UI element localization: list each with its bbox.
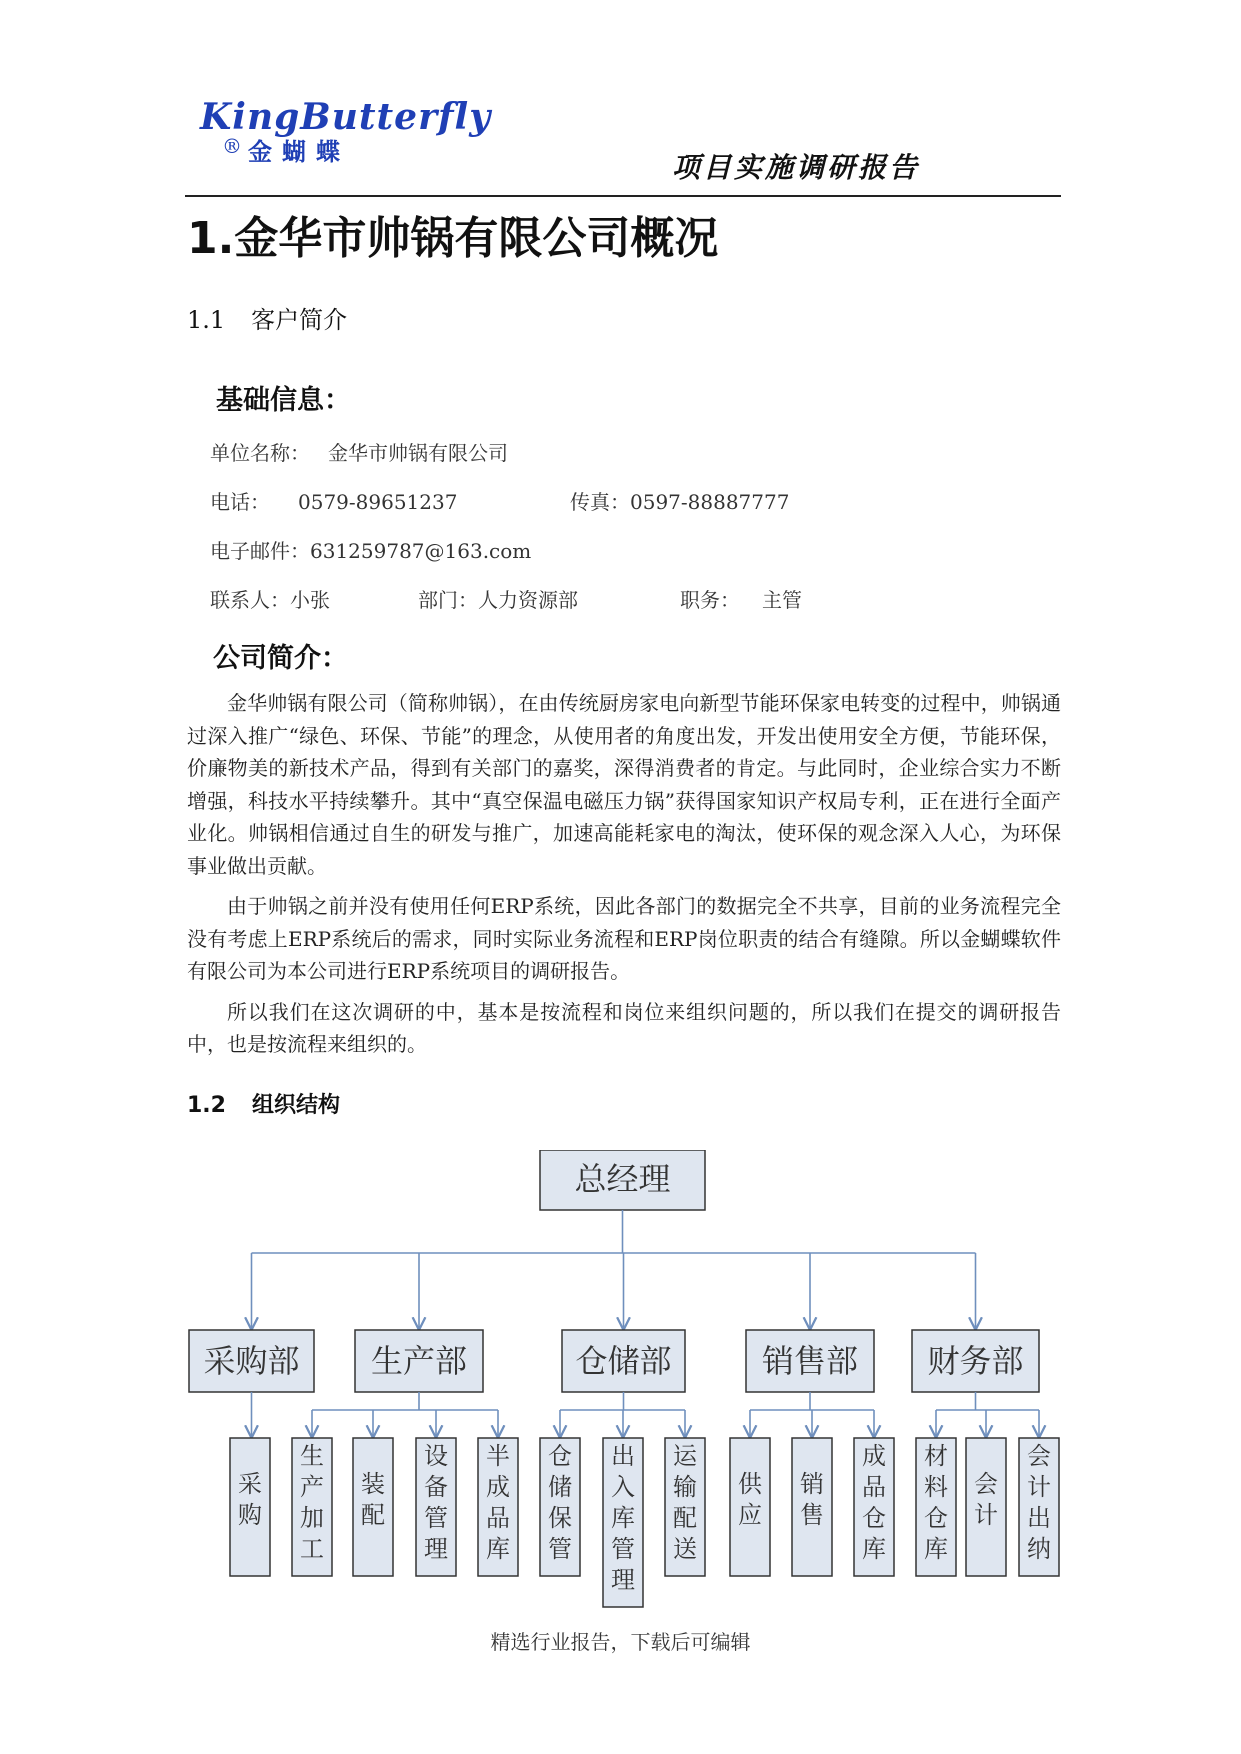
company-intro-heading: 公司简介： xyxy=(213,643,348,674)
unit-label: 纳 xyxy=(1027,1535,1051,1563)
department-label: 仓储部 xyxy=(575,1342,672,1380)
fax-row xyxy=(570,486,789,515)
root-label: 总经理 xyxy=(574,1160,671,1198)
phone-row xyxy=(210,486,457,515)
fax-value: 0597-88887777 xyxy=(630,490,790,514)
unit-label: 送 xyxy=(673,1535,697,1563)
unit-label: 品 xyxy=(862,1473,886,1501)
position-label: 职务： xyxy=(680,588,740,612)
contact-value: 小张 xyxy=(290,588,330,612)
email-label: 电子邮件： xyxy=(210,539,310,563)
page-title: 1.金华市帅锅有限公司概况 xyxy=(187,213,719,264)
department-label: 财务部 xyxy=(927,1342,1024,1380)
unit-label: 备 xyxy=(424,1473,448,1501)
unit-label: 成 xyxy=(486,1473,510,1501)
email-value: 631259787@163.com xyxy=(310,539,532,563)
department-row xyxy=(418,584,578,613)
intro-paragraph-3: 所以我们在这次调研的中，基本是按流程和岗位来组织问题的，所以我们在提交的调研报告中，也是按流程来组织的。 xyxy=(187,999,1061,1056)
unit-label: 管 xyxy=(548,1535,572,1563)
unit-label: 会 xyxy=(974,1470,998,1498)
unit-label: 保 xyxy=(548,1504,572,1532)
unit-label: 售 xyxy=(800,1501,824,1529)
unit-label: 出 xyxy=(611,1442,635,1470)
department-label: 销售部 xyxy=(761,1342,859,1380)
unit-label: 运 xyxy=(673,1442,697,1470)
unit-label: 出 xyxy=(1027,1504,1051,1532)
section-number: 1.1 xyxy=(187,306,226,334)
unit-label: 入 xyxy=(611,1473,635,1501)
phone-value: 0579-89651237 xyxy=(298,490,458,514)
unit-label: 料 xyxy=(924,1473,948,1501)
department-label: 生产部 xyxy=(370,1342,468,1380)
basic-info-heading: 基础信息： xyxy=(216,385,351,416)
org-chart xyxy=(185,1150,1065,1624)
unit-label: 管 xyxy=(611,1535,635,1563)
unit-label: 配 xyxy=(361,1501,385,1529)
unit-label: 会 xyxy=(1027,1442,1051,1470)
unit-label: 仓 xyxy=(548,1442,572,1470)
org-chart-diagram xyxy=(185,1150,1065,1620)
contact-label: 联系人： xyxy=(210,588,290,612)
position-value: 主管 xyxy=(762,588,802,612)
document-type-label: 项目实施调研报告 xyxy=(672,151,921,184)
unit-label: 理 xyxy=(611,1566,635,1594)
registered-mark: ® xyxy=(222,134,242,158)
unit-label: 产 xyxy=(300,1473,324,1501)
unit-label: 材 xyxy=(924,1442,948,1470)
section-heading-1-1 xyxy=(187,300,347,335)
section-heading-1-2 xyxy=(187,1088,340,1119)
intro-paragraph-1: 金华帅锅有限公司（简称帅锅），在由传统厨房家电向新型节能环保家电转变的过程中，帅锅通过深入推广“绿色、环保、节能”的理念，从使用者的角度出发，开发出使用安全方便，节能环保，价廉物美的新技术产品，得到有关部门的嘉奖，深得消费者的肯定。与此同时，企业综合实力不断增强，科技水平持续攀升。其中“真空保温电磁压力锅”获得国家知识产权局专利，正在进行全面产业化。帅锅相信通过自生的研发与推广，加速高能耗家电的淘汰，使环保的观念深入人心，为环保事业做出贡献。 xyxy=(187,691,1061,878)
department-label: 采购部 xyxy=(203,1342,300,1380)
section-number: 1.2 xyxy=(187,1093,226,1118)
unit-label: 半 xyxy=(486,1442,510,1470)
unit-label: 库 xyxy=(924,1535,948,1563)
unit-label: 计 xyxy=(974,1501,998,1529)
unit-label: 应 xyxy=(738,1501,762,1529)
unit-label: 供 xyxy=(738,1470,762,1498)
unit-label: 生 xyxy=(300,1442,324,1470)
unit-label: 库 xyxy=(611,1504,635,1532)
section-label: 客户简介 xyxy=(251,306,348,334)
unit-label: 加 xyxy=(300,1504,324,1532)
unit-label: 仓 xyxy=(924,1504,948,1532)
intro-paragraph-2: 由于帅锅之前并没有使用任何ERP系统，因此各部门的数据完全不共享，目前的业务流程完全没有考虑上ERP系统后的需求，同时实际业务流程和ERP岗位职责的结合有缝隙。所以金蝴蝶软件有限公司为本公司进行ERP系统项目的调研报告。 xyxy=(187,894,1061,983)
phone-label: 电话： xyxy=(210,490,270,514)
company-intro-body xyxy=(187,687,1061,1061)
unit-label: 管 xyxy=(424,1504,448,1532)
logo-wordmark: KingButterfly xyxy=(200,96,492,138)
unit-label: 配 xyxy=(673,1504,697,1532)
contact-row xyxy=(210,584,330,613)
department-label: 部门： xyxy=(418,588,478,612)
unit-label: 购 xyxy=(238,1501,262,1529)
unit-label: 库 xyxy=(486,1535,510,1563)
unit-value: 金华市帅锅有限公司 xyxy=(328,441,508,465)
header-divider xyxy=(185,195,1061,197)
unit-label: 输 xyxy=(673,1473,697,1501)
unit-label: 销 xyxy=(800,1470,824,1498)
unit-label: 装 xyxy=(361,1470,385,1498)
page-footer: 精选行业报告，下载后可编辑 xyxy=(490,1630,751,1654)
department-value: 人力资源部 xyxy=(478,588,578,612)
unit-label: 设 xyxy=(424,1442,448,1470)
unit-label: 单位名称： xyxy=(210,441,310,465)
unit-name-row xyxy=(210,437,508,466)
email-row xyxy=(210,535,531,564)
unit-label: 储 xyxy=(548,1473,572,1501)
unit-label: 工 xyxy=(300,1535,324,1563)
unit-label: 品 xyxy=(486,1504,510,1532)
unit-label: 仓 xyxy=(862,1504,886,1532)
logo-chinese-name: 金蝴蝶 xyxy=(248,137,350,166)
unit-label: 计 xyxy=(1027,1473,1051,1501)
unit-label: 采 xyxy=(238,1470,262,1498)
unit-label: 库 xyxy=(862,1535,886,1563)
section-label: 组织结构 xyxy=(251,1093,340,1118)
fax-label: 传真： xyxy=(570,490,630,514)
unit-label: 成 xyxy=(862,1442,886,1470)
position-row xyxy=(680,584,802,613)
unit-label: 理 xyxy=(424,1535,448,1563)
